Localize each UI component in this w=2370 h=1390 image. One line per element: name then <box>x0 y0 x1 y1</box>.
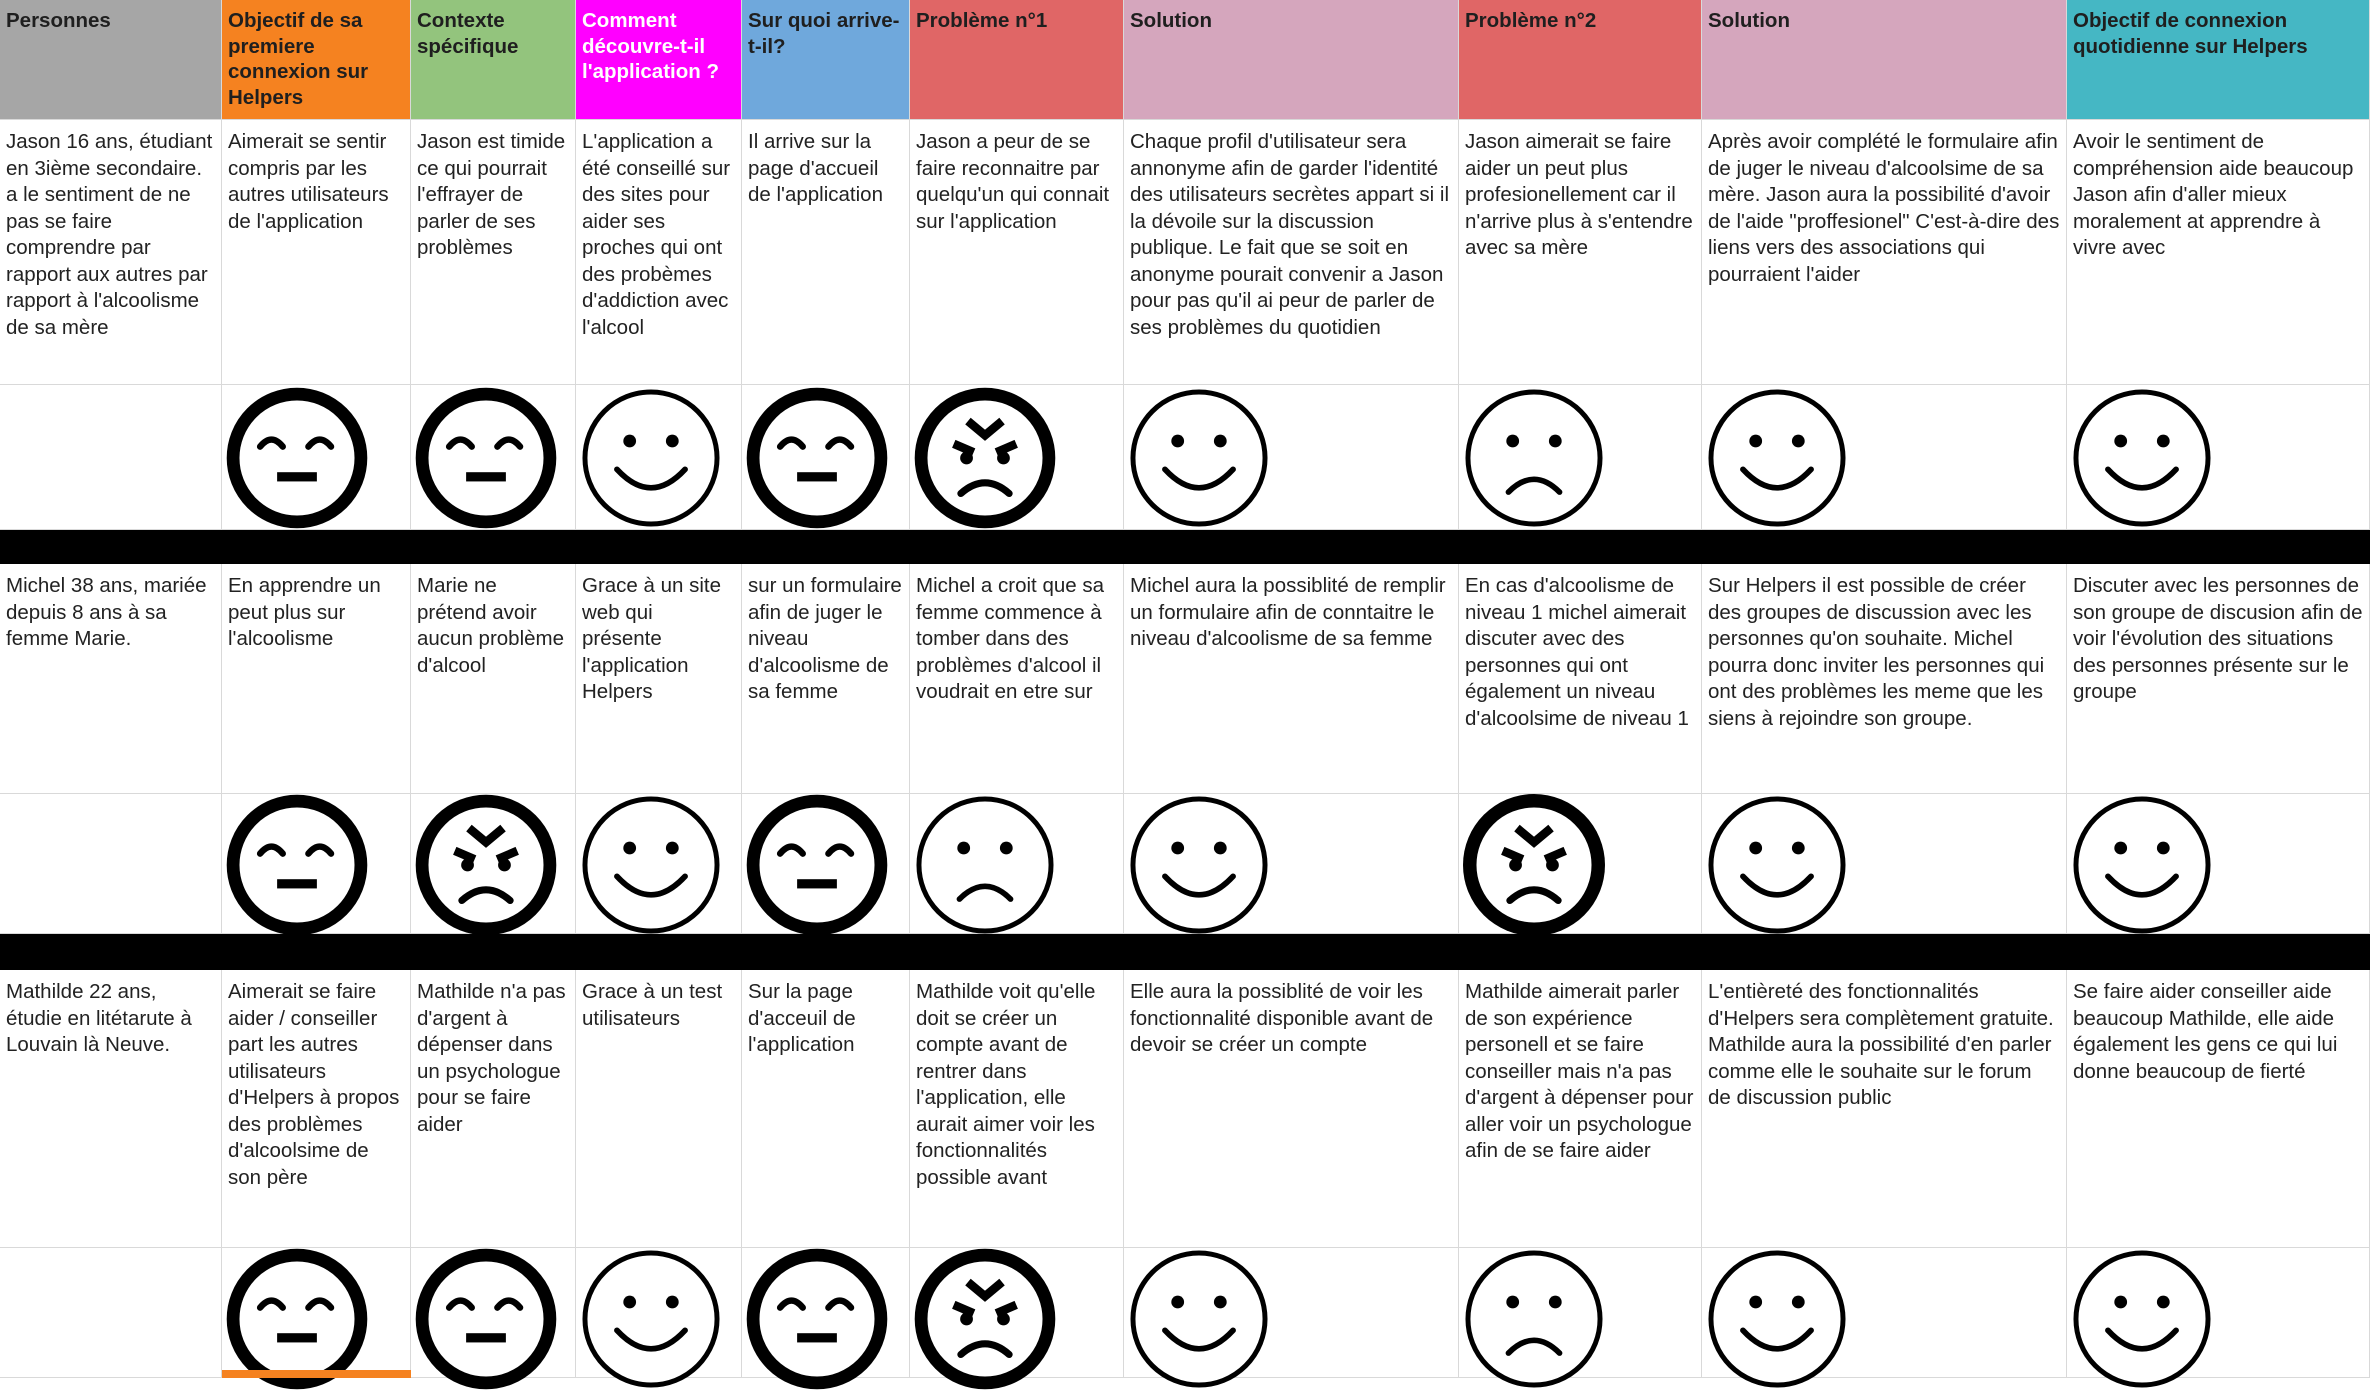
smiley-face-icon <box>2071 387 2213 529</box>
smiley-face-icon <box>2071 794 2213 936</box>
journey-cell: Aimerait se sentir compris par les autres utilisateurs de l'application <box>222 120 411 385</box>
header-objectif-premiere-connexion: Objectif de sa premiere connexion sur Helpers <box>222 0 411 120</box>
angry-face-icon <box>914 1248 1056 1390</box>
angry-face-icon <box>415 794 557 936</box>
smiley-face-icon <box>1706 1248 1848 1390</box>
emotion-cell <box>222 385 411 530</box>
sad-face-icon <box>914 794 1056 936</box>
header-solution-1: Solution <box>1124 0 1459 120</box>
sad-face-icon <box>1463 387 1605 529</box>
journey-cell: Michel a croit que sa femme commence à tomber dans des problèmes d'alcool il voudrait en etre sur <box>910 564 1124 794</box>
journey-cell: Elle aura la possiblité de voir les fonctionnalité disponible avant de devoir se créer un compte <box>1124 970 1459 1248</box>
persona-description: Jason 16 ans, étudiant en 3ième secondaire. a le sentiment de ne pas se faire comprendre par rapport aux autres par rapport à l'alcoolisme de sa mère <box>0 120 222 385</box>
header-sur-quoi-arrive: Sur quoi arrive-t-il? <box>742 0 910 120</box>
smiley-face-icon <box>1128 387 1270 529</box>
journey-cell: Sur la page d'acceuil de l'application <box>742 970 910 1248</box>
journey-cell: Mathilde n'a pas d'argent à dépenser dans un psychologue pour se faire aider <box>411 970 576 1248</box>
smiley-face-icon <box>1128 1248 1270 1390</box>
emotion-cell <box>576 1248 742 1378</box>
journey-cell: L'application a été conseillé sur des sites pour aider ses proches qui ont des probèmes d'addiction avec l'alcool <box>576 120 742 385</box>
emotion-cell <box>1459 385 1702 530</box>
smiley-face-icon <box>1706 794 1848 936</box>
emotion-cell <box>0 1248 222 1378</box>
row-separator <box>0 530 2370 564</box>
persona-description: Mathilde 22 ans, étudie en litétarute à Louvain là Neuve. <box>0 970 222 1248</box>
emotion-cell <box>222 794 411 934</box>
journey-cell: En cas d'alcoolisme de niveau 1 michel aimerait discuter avec des personnes qui ont également un niveau d'alcoolsime de niveau 1 <box>1459 564 1702 794</box>
emotion-cell <box>742 794 910 934</box>
journey-cell: Mathilde aimerait parler de son expérience personell et se faire conseiller mais n'a pas d'argent à dépenser pour aller voir un psychologue afin de se faire aider <box>1459 970 1702 1248</box>
neutral-face-icon <box>415 387 557 529</box>
emotion-cell <box>0 794 222 934</box>
header-comment-decouvre: Comment découvre-t-il l'application ? <box>576 0 742 120</box>
journey-cell: Jason aimerait se faire aider un peut plus profesionellement car il n'arrive plus à s'entendre avec sa mère <box>1459 120 1702 385</box>
emotion-cell <box>411 1248 576 1378</box>
emotion-cell <box>222 1248 411 1378</box>
smiley-face-icon <box>580 794 722 936</box>
emotion-cell <box>576 794 742 934</box>
emotion-cell <box>2067 1248 2370 1378</box>
journey-cell: Discuter avec les personnes de son groupe de discusion afin de voir l'évolution des situations des personnes présente sur le groupe <box>2067 564 2370 794</box>
neutral-face-icon <box>746 1248 888 1390</box>
neutral-face-icon <box>226 387 368 529</box>
header-objectif-quotidien: Objectif de connexion quotidienne sur Helpers <box>2067 0 2370 120</box>
journey-cell: Jason a peur de se faire reconnaitre par quelqu'un qui connait sur l'application <box>910 120 1124 385</box>
journey-cell: Mathilde voit qu'elle doit se créer un compte avant de rentrer dans l'application, elle aurait aimer voir les fonctionnalités possible avant <box>910 970 1124 1248</box>
emotion-cell <box>576 385 742 530</box>
emotion-cell <box>1702 794 2067 934</box>
journey-cell: Michel aura la possiblité de remplir un formulaire afin de conntaitre le niveau d'alcoolisme de sa femme <box>1124 564 1459 794</box>
header-solution-2: Solution <box>1702 0 2067 120</box>
emotion-cell <box>1702 1248 2067 1378</box>
emotion-cell <box>1459 1248 1702 1378</box>
emotion-cell <box>742 385 910 530</box>
emotion-cell <box>1124 385 1459 530</box>
emotion-cell <box>0 385 222 530</box>
emotion-cell <box>2067 794 2370 934</box>
journey-cell: Se faire aider conseiller aide beaucoup Mathilde, elle aide également les gens ce qui lui donne beaucoup de fierté <box>2067 970 2370 1248</box>
emotion-cell <box>742 1248 910 1378</box>
journey-cell: Grace à un site web qui présente l'application Helpers <box>576 564 742 794</box>
header-personnes: Personnes <box>0 0 222 120</box>
emotion-cell <box>1124 1248 1459 1378</box>
emotion-cell <box>910 1248 1124 1378</box>
emotion-cell <box>2067 385 2370 530</box>
journey-cell: sur un formulaire afin de juger le niveau d'alcoolisme de sa femme <box>742 564 910 794</box>
header-contexte-specifique: Contexte spécifique <box>411 0 576 120</box>
neutral-face-icon <box>746 794 888 936</box>
emotion-cell <box>411 385 576 530</box>
neutral-face-icon <box>226 1248 368 1390</box>
neutral-face-icon <box>226 794 368 936</box>
journey-cell: Sur Helpers il est possible de créer des groupes de discussion avec les personnes qu'on souhaite. Michel pourra donc inviter les personnes qui ont des problèmes les meme que les siens à rejoindre son groupe. <box>1702 564 2067 794</box>
angry-face-icon <box>914 387 1056 529</box>
journey-cell: Grace à un test utilisateurs <box>576 970 742 1248</box>
journey-cell: En apprendre un peut plus sur l'alcoolisme <box>222 564 411 794</box>
journey-cell: Avoir le sentiment de compréhension aide beaucoup Jason afin d'aller mieux moralement at apprendre à vivre avec <box>2067 120 2370 385</box>
emotion-cell <box>1702 385 2067 530</box>
journey-cell: Aimerait se faire aider / conseiller part les autres utilisateurs d'Helpers à propos des problèmes d'alcoolsime de son père <box>222 970 411 1248</box>
journey-cell: Il arrive sur la page d'accueil de l'application <box>742 120 910 385</box>
emotion-cell <box>910 794 1124 934</box>
emotion-cell <box>411 794 576 934</box>
smiley-face-icon <box>1706 387 1848 529</box>
journey-cell: Chaque profil d'utilisateur sera annonyme afin de garder l'identité des utilisateurs secrètes appart si il la dévoile sur la discussion publique. Le fait que se soit en anonyme pourait convenir a Jason pour pas qu'il ai peur de parler de ses problèmes du quotidien <box>1124 120 1459 385</box>
persona-description: Michel 38 ans, mariée depuis 8 ans à sa femme Marie. <box>0 564 222 794</box>
angry-face-icon <box>1463 794 1605 936</box>
smiley-face-icon <box>2071 1248 2213 1390</box>
smiley-face-icon <box>1128 794 1270 936</box>
neutral-face-icon <box>746 387 888 529</box>
journey-cell: Après avoir complété le formulaire afin de juger le niveau d'alcoolsime de sa mère. Jason aura la possibilité d'avoir de l'aide "proffesionel" C'est-à-dire des liens vers des associations qui pourraient l'aider <box>1702 120 2067 385</box>
emotion-cell <box>1459 794 1702 934</box>
journey-cell: L'entièreté des fonctionnalités d'Helpers sera complètement gratuite. Mathilde aura la possibilité d'en parler comme elle le souhaite sur le forum de discussion public <box>1702 970 2067 1248</box>
smiley-face-icon <box>580 387 722 529</box>
journey-cell: Marie ne prétend avoir aucun problème d'alcool <box>411 564 576 794</box>
column-accent <box>222 1370 411 1378</box>
row-separator <box>0 934 2370 970</box>
emotion-cell <box>1124 794 1459 934</box>
emotion-cell <box>910 385 1124 530</box>
sad-face-icon <box>1463 1248 1605 1390</box>
header-probleme-2: Problème n°2 <box>1459 0 1702 120</box>
smiley-face-icon <box>580 1248 722 1390</box>
header-probleme-1: Problème n°1 <box>910 0 1124 120</box>
journey-cell: Jason est timide ce qui pourrait l'effrayer de parler de ses problèmes <box>411 120 576 385</box>
neutral-face-icon <box>415 1248 557 1390</box>
